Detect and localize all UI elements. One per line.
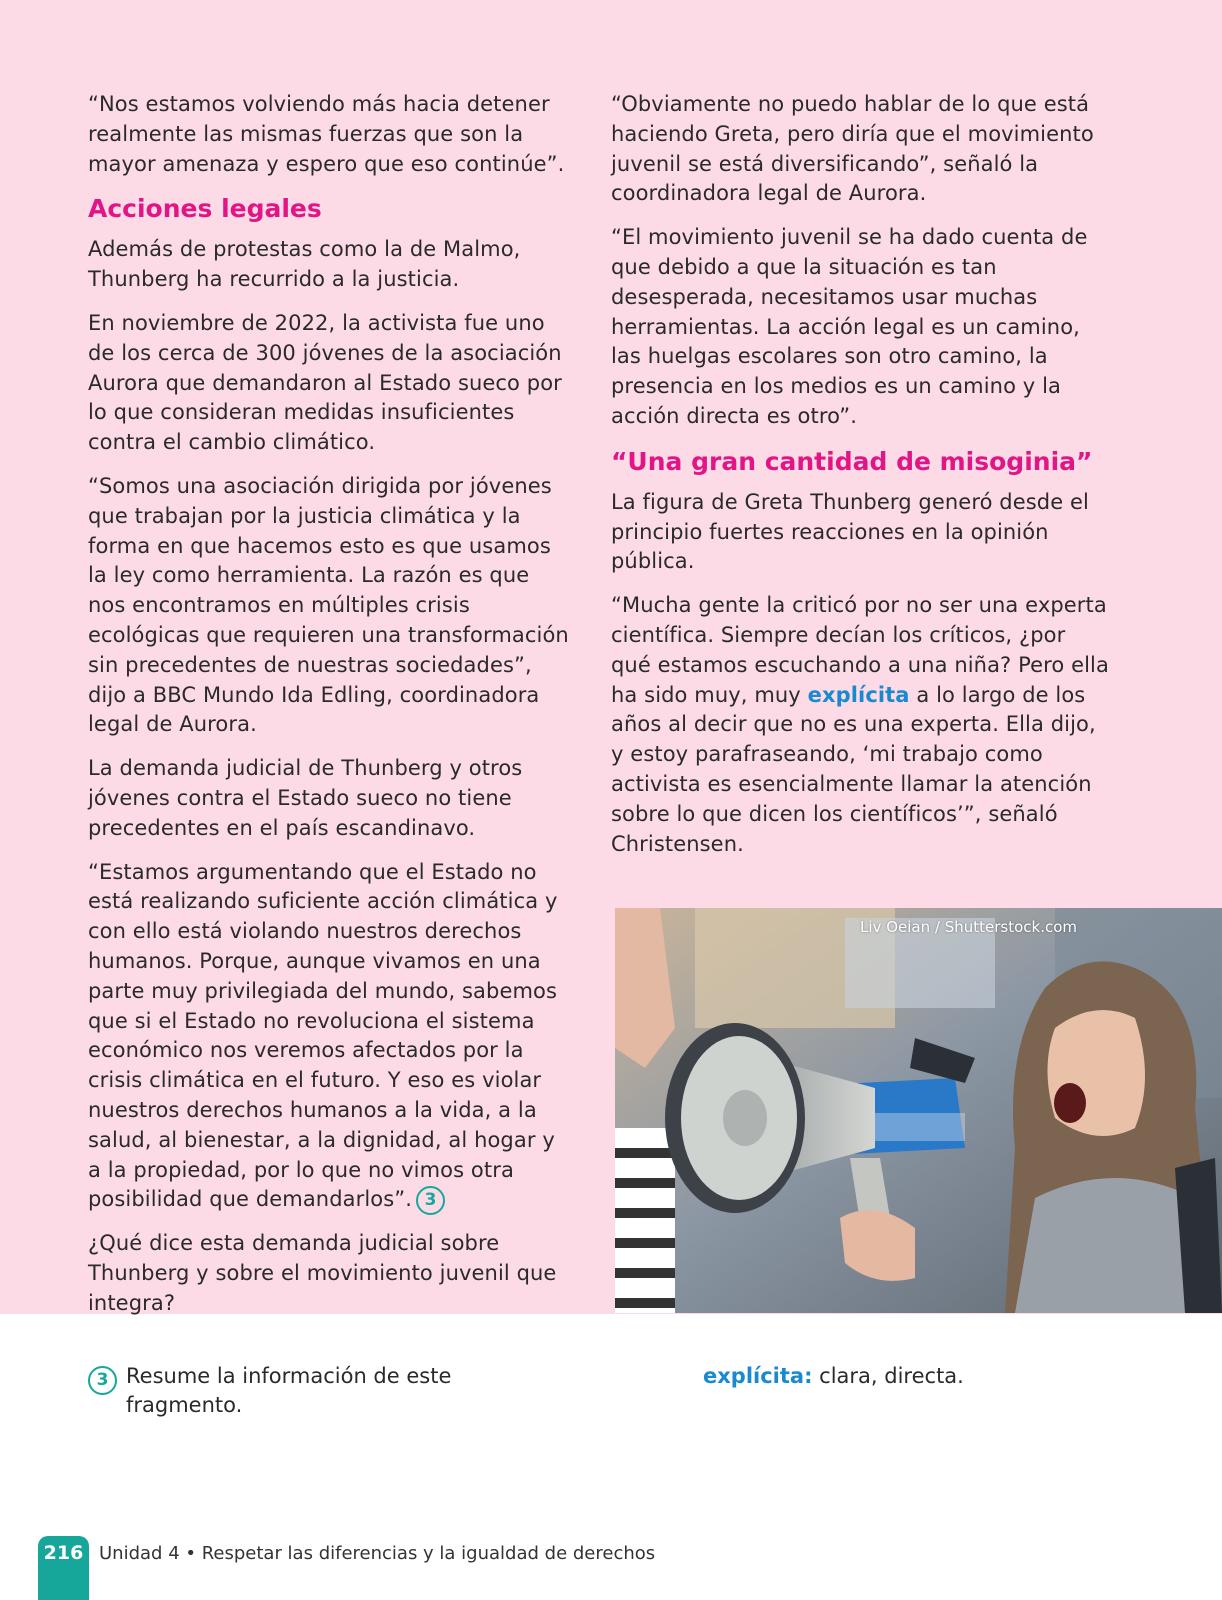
quote-text: “Estamos argumentando que el Estado no está realizando suficiente acción climática y con ello está violando nuestros derechos humanos. Porque, aunque vivamos en una parte muy privilegiada del mundo, sabemos que si el Estado no revoluciona el sistema económico nos veremos afectados por la crisis climática en el futuro. Y eso es violar nuestros derechos humanos a la vida, a la salud, al bienestar, a la dignidad, al hogar y a la propiedad, por lo que no vimos otra posibilidad que demandarlos”. bbox=[88, 859, 558, 1212]
paragraph: La figura de Greta Thunberg generó desde el principio fuertes reacciones en la opinión pública. bbox=[611, 489, 1089, 574]
paragraph: La demanda judicial de Thunberg y otros jóvenes contra el Estado sueco no tiene precedentes en el país escandinavo. bbox=[88, 756, 523, 840]
protest-photo bbox=[615, 908, 1222, 1313]
paragraph: “Obviamente no puedo hablar de lo que está haciendo Greta, pero diría que el movimiento juvenil se está diversificando”, señaló la coordinadora legal de Aurora. bbox=[611, 92, 1094, 206]
paragraph: “Nos estamos volviendo más hacia detener realmente las mismas fuerzas que son la mayor amenaza y espero que eso continúe”. bbox=[88, 92, 565, 176]
paragraph: Además de protestas como la de Malmo, Thunberg ha recurrido a la justicia. bbox=[88, 237, 521, 292]
section-heading-misoginia: “Una gran cantidad de misoginia” bbox=[611, 446, 1093, 476]
right-column bbox=[611, 90, 1111, 873]
paragraph-text: a lo largo de los años al decir que no es una experta. Ella dijo, y estoy parafraseando, ‘mi trabajo como activista es esencialmente llamar la atención sobre lo que dicen los científicos’”, señaló Christensen. bbox=[611, 682, 1096, 856]
activity-marker-icon: 3 bbox=[416, 1186, 445, 1215]
glossary-term: explícita: bbox=[703, 1364, 813, 1388]
page-number: 216 bbox=[43, 1542, 84, 1564]
section-heading-acciones-legales: Acciones legales bbox=[88, 194, 322, 224]
activity-number-icon: 3 bbox=[88, 1366, 117, 1395]
question-paragraph: ¿Qué dice esta demanda judicial sobre Thunberg y sobre el movimiento juvenil que integra? bbox=[88, 1231, 557, 1315]
photo-credit: Liv Oeian / Shutterstock.com bbox=[860, 918, 1077, 936]
activity-box bbox=[88, 1362, 488, 1420]
left-column bbox=[88, 90, 573, 1332]
paragraph bbox=[88, 858, 573, 1216]
glossary-definition: clara, directa. bbox=[812, 1364, 964, 1388]
paragraph: “El movimiento juvenil se ha dado cuenta de que debido a que la situación es tan desesperada, necesitamos usar muchas herramientas. La acción legal es un camino, las huelgas escolares son otro camino, la presencia en los medios es un camino y la acción directa es otro”. bbox=[611, 225, 1088, 428]
paragraph: “Somos una asociación dirigida por jóvenes que trabajan por la justicia climática y la forma en que hacemos esto es que usamos la ley como herramienta. La razón es que nos encontramos en múltiples crisis ecológicas que requieren una transformación sin precedentes de nuestras sociedades”, dijo a BBC Mundo Ida Edling, coordinadora legal de Aurora. bbox=[88, 473, 569, 737]
activity-text: Resume la información de este fragmento. bbox=[126, 1364, 452, 1417]
paragraph bbox=[611, 591, 1111, 859]
glossary-keyword: explícita bbox=[807, 682, 910, 707]
paragraph: En noviembre de 2022, la activista fue uno de los cerca de 300 jóvenes de la asociación Aurora que demandaron al Estado sueco por lo que consideran medidas insuficientes contra el cambio climático. bbox=[88, 310, 562, 455]
paragraph-text: “Mucha gente la criticó por no ser una experta científica. Siempre decían los críticos, ¿por qué estamos escuchando a una niña? Pero ella ha sido muy, muy bbox=[611, 593, 1109, 707]
glossary-entry bbox=[703, 1362, 964, 1391]
unit-footer: Unidad 4 • Respetar las diferencias y la igualdad de derechos bbox=[99, 1543, 656, 1564]
